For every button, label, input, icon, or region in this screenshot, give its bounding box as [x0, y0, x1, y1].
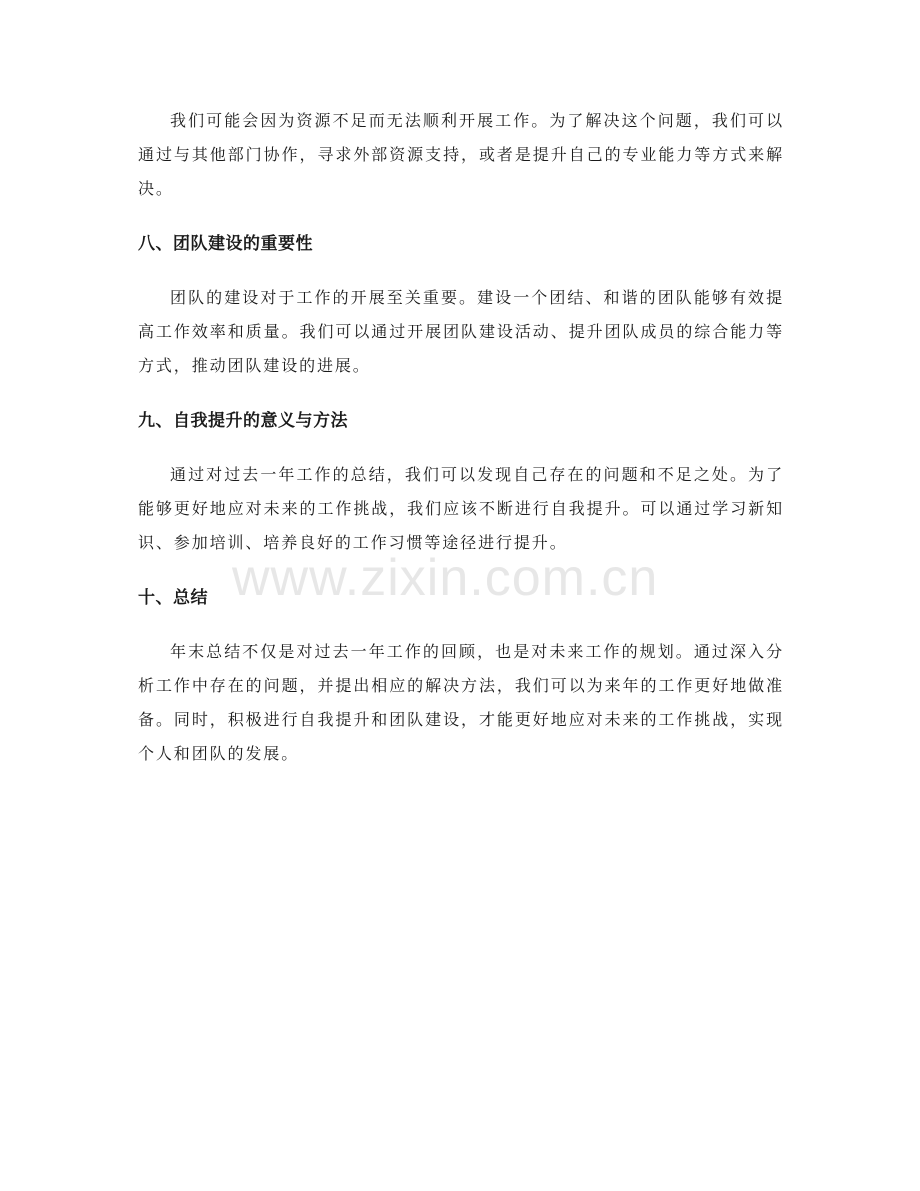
paragraph-intro: 我们可能会因为资源不足而无法顺利开展工作。为了解决这个问题，我们可以通过与其他部门协作，寻求外部资源支持，或者是提升自己的专业能力等方式来解决。: [138, 111, 784, 198]
section-9-heading: 九、自我提升的意义与方法: [138, 411, 348, 431]
watermark: www.zixin.com.cn: [232, 549, 659, 607]
document-body: [138, 104, 784, 771]
section-8-paragraph: 团队的建设对于工作的开展至关重要。建设一个团结、和谐的团队能够有效提高工作效率和质量。我们可以通过开展团队建设活动、提升团队成员的综合能力等方式，推动团队建设的进展。: [138, 288, 784, 375]
section-9-paragraph: 通过对过去一年工作的总结，我们可以发现自己存在的问题和不足之处。为了能够更好地应对未来的工作挑战，我们应该不断进行自我提升。可以通过学习新知识、参加培训、培养良好的工作习惯等途径进行提升。: [138, 465, 784, 552]
section-10-heading: 十、总结: [138, 588, 208, 608]
section-8-heading: 八、团队建设的重要性: [138, 234, 313, 254]
section-10-paragraph: 年末总结不仅是对过去一年工作的回顾，也是对未来工作的规划。通过深入分析工作中存在的问题，并提出相应的解决方法，我们可以为来年的工作更好地做准备。同时，积极进行自我提升和团队建设，才能更好地应对未来的工作挑战，实现个人和团队的发展。: [138, 642, 784, 763]
